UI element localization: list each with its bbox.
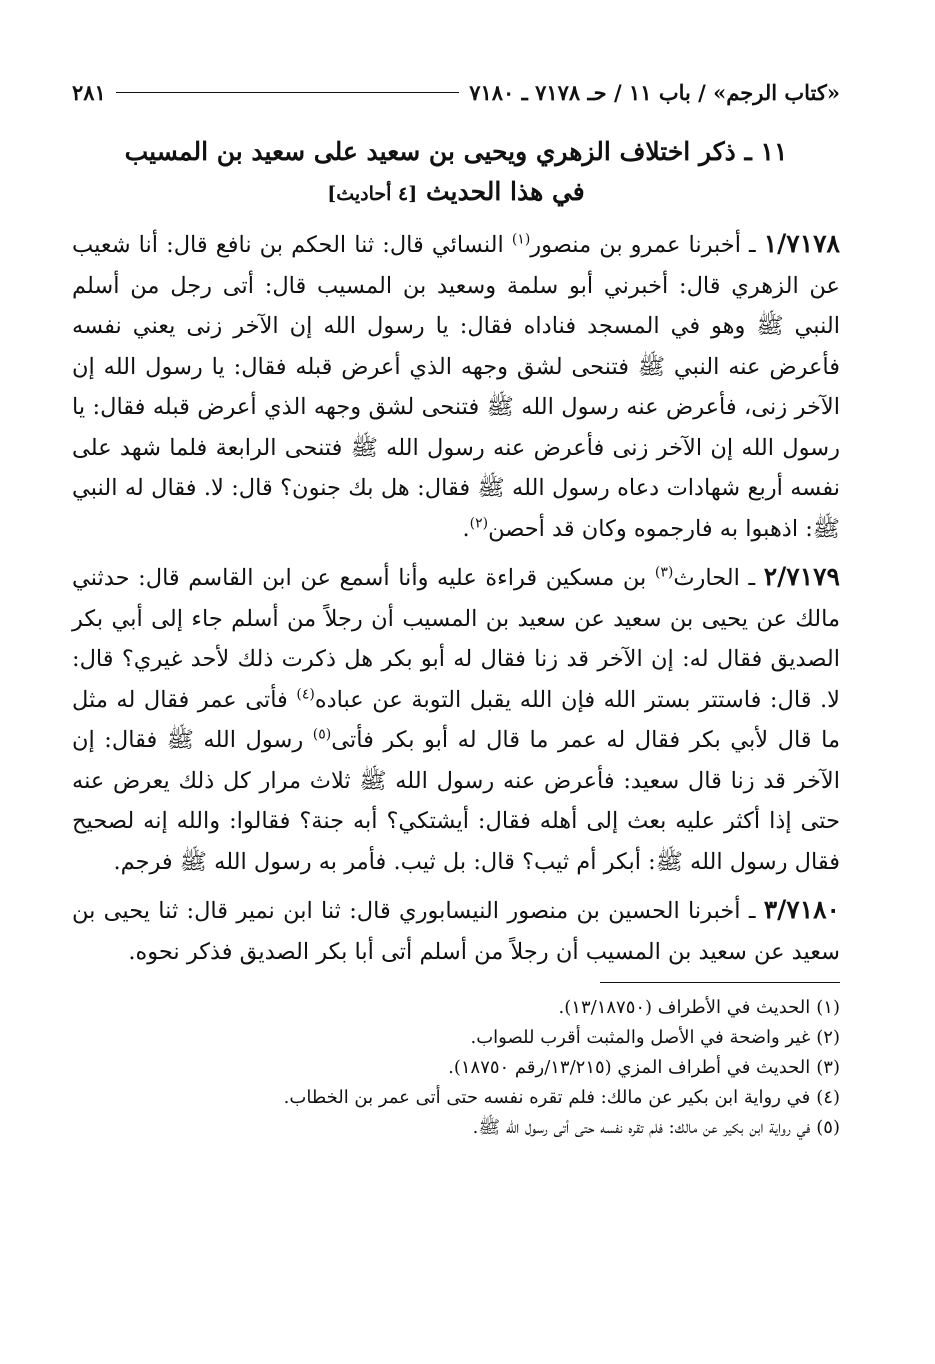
footnote-ref: (٤)	[296, 686, 315, 702]
running-header	[72, 70, 840, 114]
footnote-text: في رواية ابن بكير عن مالك: فلم تقره نفسه حتى أتى عمر بن الخطاب.	[283, 1087, 811, 1108]
hadith-text: ـ الحارث	[673, 565, 764, 591]
footnote-divider	[600, 982, 840, 983]
footnote-number: (٢)	[816, 1027, 840, 1048]
hadith-7180	[72, 890, 840, 972]
footnote-ref: (١)	[511, 231, 531, 248]
hadith-count-note: [٤ أحاديث]	[327, 183, 418, 205]
footnote-number: (٣)	[816, 1057, 840, 1078]
book-page	[72, 70, 840, 1340]
hadith-number: ٢/٧١٧٩	[763, 562, 840, 591]
footnote-text: الحديث في الأطراف (١٣/١٨٧٥٠).	[558, 997, 811, 1018]
chapter-title	[72, 132, 840, 214]
hadith-text: بن مسكين قراءة عليه وأنا أسمع عن ابن القاسم قال: حدثني مالك عن يحيى بن سعيد عن سعيد بن المسيب أن رجلاً من أسلم جاء إلى أبي بكر الصديق فقال له: إن الآخر قد زنا فقال له أبو بكر هل ذكرت ذلك لأحد غيري؟ قال: لا. قال: فاستتر بستر الله فإن الله يقبل التوبة عن عباده	[72, 565, 840, 713]
page-number: ٢٨١	[72, 79, 106, 105]
footnote-1	[72, 993, 840, 1023]
chapter-title-line2	[72, 172, 840, 214]
footnote-number: (١)	[816, 997, 840, 1018]
footnote-ref: (٢)	[469, 515, 489, 531]
footnotes	[72, 993, 840, 1143]
footnote-number: (٤)	[816, 1087, 840, 1108]
running-header-title: «كتاب الرجم» / باب ١١ / حـ ٧١٧٨ ـ ٧١٨٠	[469, 79, 840, 105]
footnote-number: (٥)	[816, 1117, 840, 1138]
footnote-text: في رواية ابن بكير عن مالك: فلم تقره نفسه حتى أتى رسول الله ﷺ.	[472, 1117, 811, 1138]
footnote-ref: (٣)	[654, 564, 674, 581]
hadith-text: .	[462, 515, 470, 542]
hadith-text: ـ أخبرنا عمرو بن منصور	[530, 232, 764, 258]
footnote-3	[72, 1053, 840, 1083]
footnote-2	[72, 1023, 840, 1053]
chapter-title-line1: ١١ ـ ذكر اختلاف الزهري ويحيى بن سعيد على سعيد بن المسيب	[124, 137, 788, 166]
hadith-text: رسول الله ﷺ فقال: إن الآخر قد زنا قال سعيد: فأعرض عنه رسول الله ﷺ ثلاث مرار كل ذلك يعرض عنه حتى إذا أكثر عليه بعث إلى أهله فقال: أيشتكي؟ أبه جنة؟ فقالوا: والله إنه لصحيح فقال رسول الله ﷺ: أبكر أم ثيب؟ قال: بل ثيب. فأمر به رسول الله ﷺ فرجم.	[72, 727, 840, 875]
hadith-number: ١/٧١٧٨	[763, 229, 840, 258]
header-rule	[116, 92, 459, 93]
hadith-text: ـ أخبرنا الحسين بن منصور النيسابوري قال: ثنا ابن نمير قال: ثنا يحيى بن سعيد عن سعيد بن المسيب أن رجلاً من أسلم أتى أبا بكر الصديق فذكر نحوه.	[72, 898, 840, 965]
hadith-body	[72, 224, 840, 972]
footnote-5	[72, 1113, 840, 1143]
footnote-4	[72, 1083, 840, 1113]
footnote-ref: (٥)	[312, 726, 332, 743]
hadith-text: النسائي قال: ثنا الحكم بن نافع قال: أنا شعيب عن الزهري قال: أخبرني أبو سلمة وسعيد بن المسيب قال: أتى رجل من أسلم النبي ﷺ وهو في المسجد فناداه فقال: يا رسول الله إن الآخر زنى يعني نفسه فأعرض عنه النبي ﷺ فتنحى لشق وجهه الذي أعرض قبله فقال: يا رسول الله إن الآخر زنى، فأعرض عنه رسول الله ﷺ فتنحى لشق وجهه الذي أعرض قبله فقال: يا رسول الله إن الآخر زنى فأعرض عنه رسول الله ﷺ فتنحى الرابعة فلما شهد على نفسه أربع شهادات دعاه رسول الله ﷺ فقال: هل بك جنون؟ قال: لا. فقال له النبي ﷺ: اذهبوا به فارجموه وكان قد أحصن	[72, 232, 840, 542]
hadith-7178	[72, 224, 840, 549]
footnote-text: غير واضحة في الأصل والمثبت أقرب للصواب.	[470, 1027, 811, 1048]
footnote-text: الحديث في أطراف المزي (١٣/٢١٥/رقم ١٨٧٥٠).	[448, 1057, 811, 1078]
hadith-text: فأتى عمر فقال له مثل ما قال لأبي بكر فقال له عمر ما قال له أبو بكر فأتى	[72, 686, 840, 753]
chapter-title-line2-text: في هذا الحديث	[425, 177, 585, 206]
hadith-7179	[72, 557, 840, 882]
hadith-number: ٣/٧١٨٠	[763, 895, 840, 924]
